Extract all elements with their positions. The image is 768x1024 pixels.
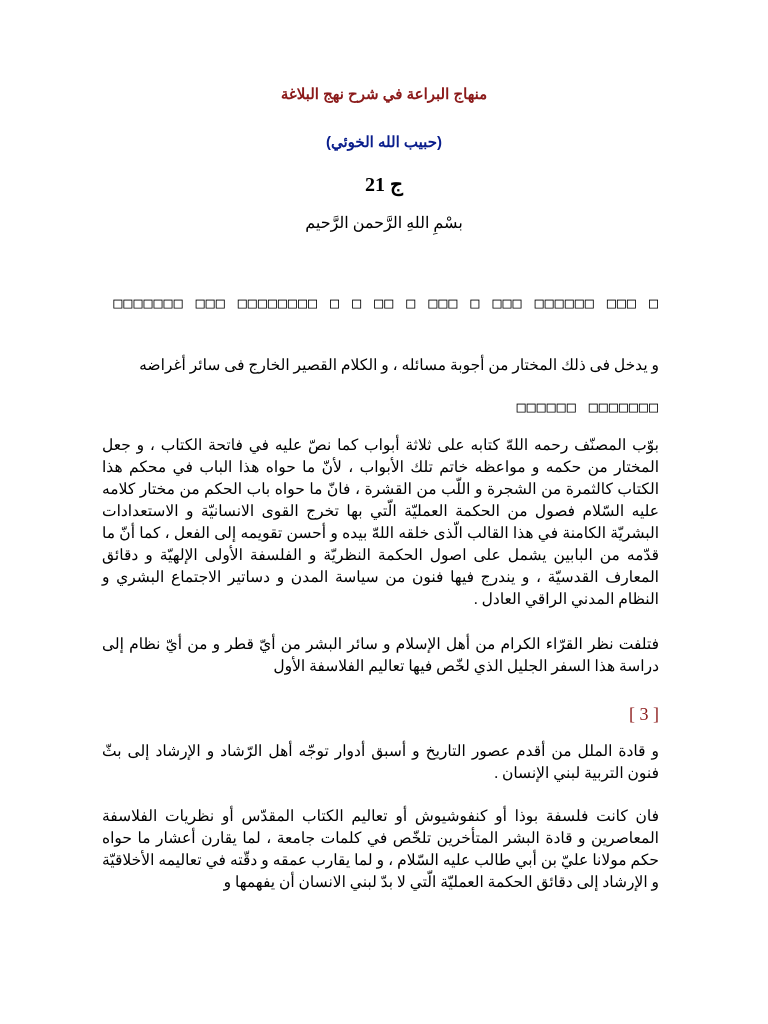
paragraph-3: فتلفت نظر القرّاء الكرام من أهل الإسلام و سائر البشر من أيّ قطر و من أيّ نظام إلى دراسة هذا السفر الجليل الذي لخّص فيها تعاليم الفلاسفة الأول: [102, 636, 659, 675]
page-marker: [ 3 ]: [629, 704, 659, 724]
volume-number: ج 21: [365, 174, 403, 196]
paragraph-5: فان كانت فلسفة بوذا أو كنفوشيوش أو تعاليم الكتاب المقدّس أو نظريات الفلاسفة المعاصرين و قادة البشر المتأخرين تلخّص في كلمات جامعة ، لما يقارن أعشار ما حواه حكم مولانا عليّ بن أبي طالب عليه السّلام ، و لما يقارب عمقه و دقّته في تعاليمه الأخلاقيّة و الإرشاد إلى دقائق الحكمة العمليّة الّتي لا بدّ لبني الانسان أن يفهمها و: [102, 808, 659, 891]
paragraph-2: بوّب المصنّف رحمه اللهّ كتابه على ثلاثة أبواب كما نصّ عليه في فاتحة الكتاب ، و جعل المختار من حكمه و مواعظه خاتم تلك الأبواب ، لأنّ ما حواه هذا الباب في محكم هذا الكتاب كالثمرة من الشجرة و اللّب من القشرة ، فانّ ما حواه باب الحكم من مختار كلامه عليه السّلام فصول من الحكمة العمليّة الّتي بها تخرج القوى الانسانيّة و الاستعدادات البشريّة الكامنة في هذا القالب الّذى خلقه اللهّ بيده و أحسن تقويمه إلى الفعل ، كما أنّ ما قدّمه من البابين يشمل على اصول الحكمة النظريّة و الفلسفة الأولى الإلهيّة و دقائق المعارف القدسيّة ، و يندرج فيها فنون من سياسة المدن و دساتير الاجتماع البشري و النظام المدني الراقي العادل .: [102, 437, 659, 608]
paragraph-4: و قادة الملل من أقدم عصور التاريخ و أسبق أدوار توجّه أهل الرّشاد و الإرشاد إلى بثّ فنون التربية لبني الإنسان .: [102, 743, 659, 782]
paragraph-1: و يدخل فى ذلك المختار من أجوبة مسائله ، و الكلام القصير الخارج فى سائر أغراضه: [139, 357, 659, 374]
basmala: بسْمِ اللهِ الرَّحمن الرَّحيم: [305, 215, 463, 232]
unrendered-glyph-line: □ □□□ □□□□□□ □□□ □ □□□ □ □□ □ □ □□□□□□□□ □□□ □□□□□□□: [113, 294, 659, 312]
author-name: (حبيب الله الخوئي): [326, 134, 442, 151]
unrendered-glyph-heading: □□□□□□□ □□□□□□: [516, 398, 659, 416]
book-title: منهاج البراعة في شرح نهج البلاغة: [280, 86, 488, 103]
